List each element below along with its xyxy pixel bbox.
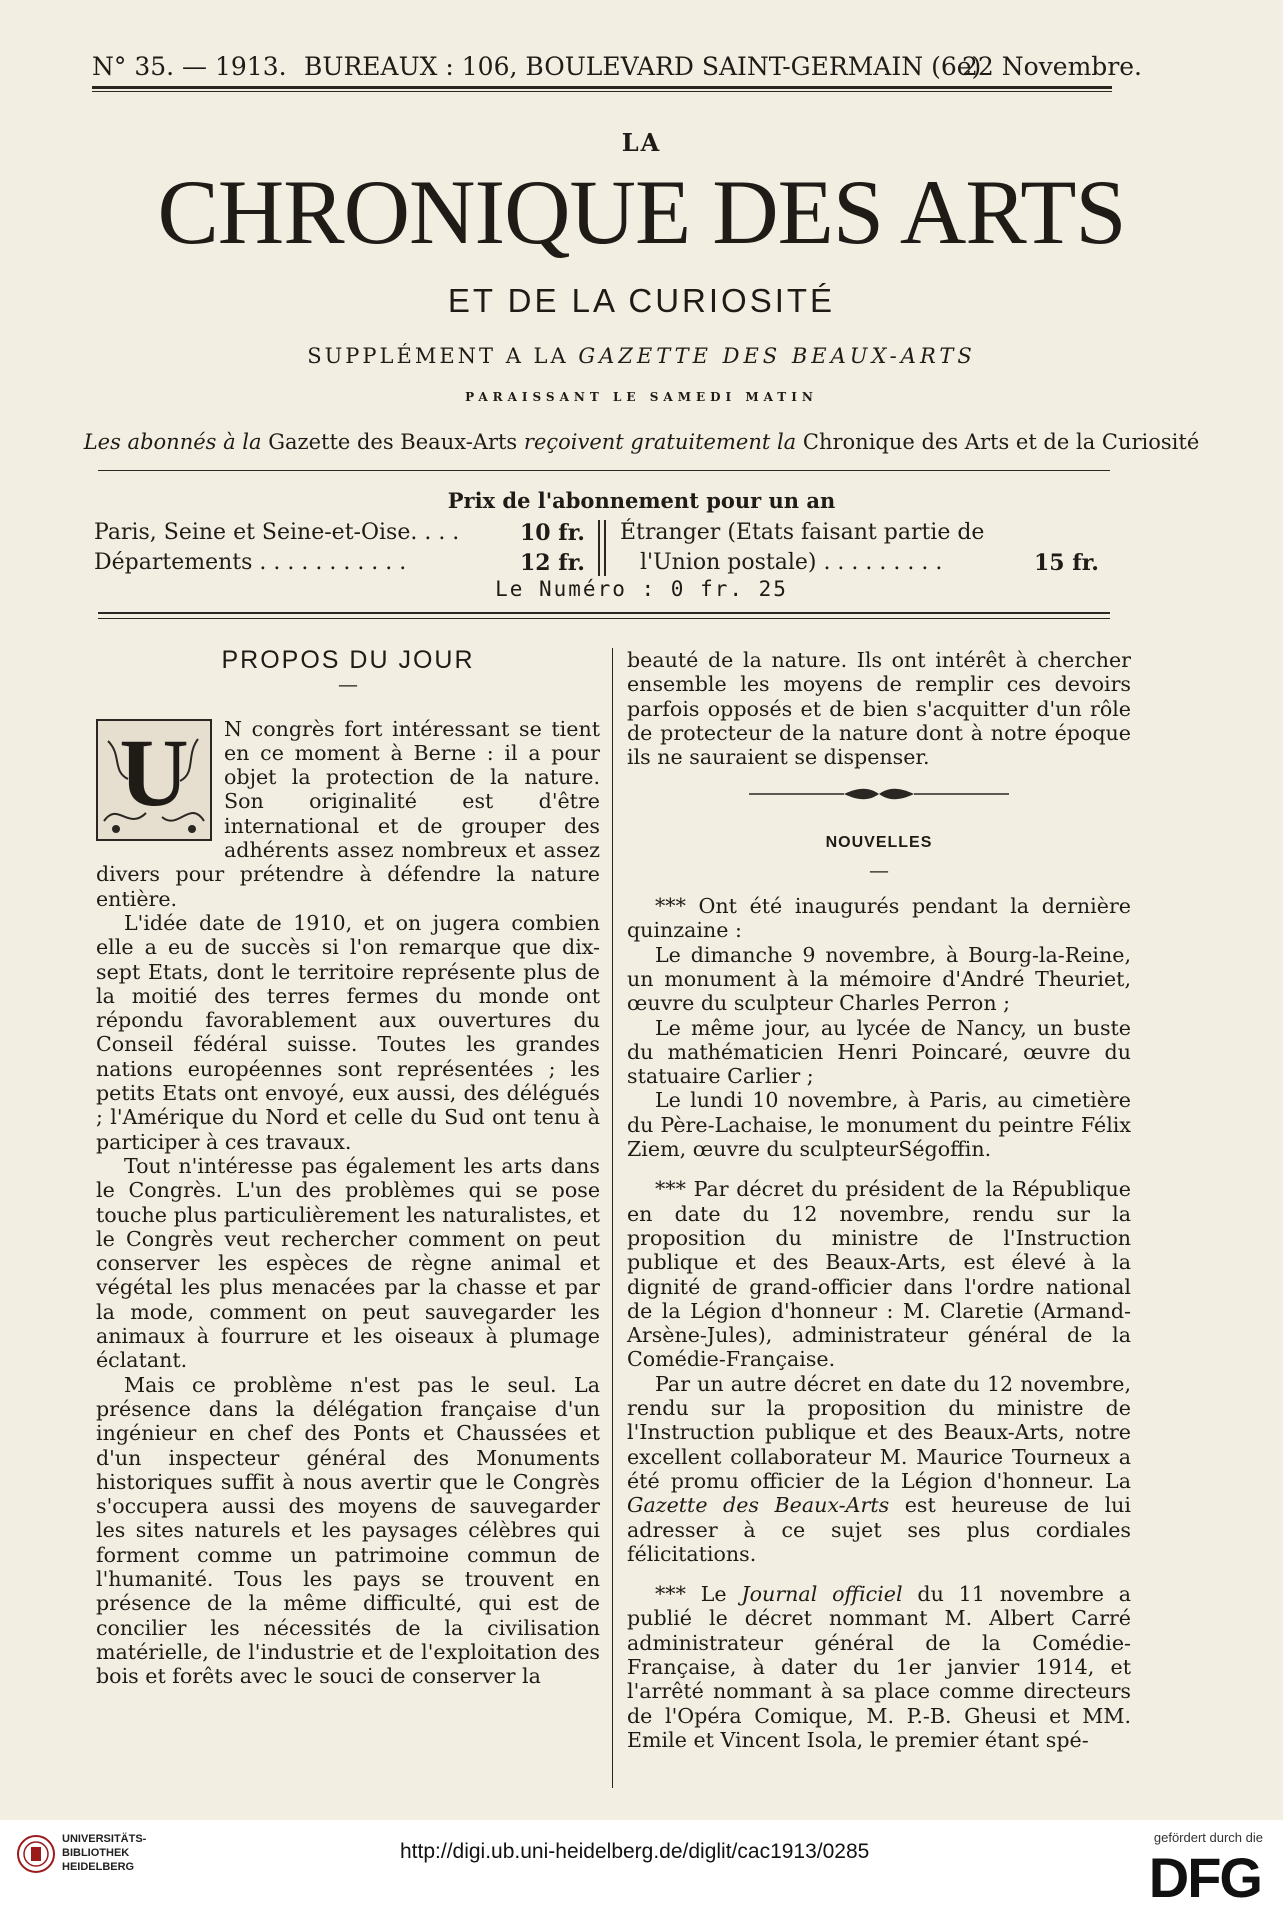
masthead-la: LA	[621, 128, 662, 157]
nouvelle-3-journal: Journal officiel	[741, 1582, 903, 1607]
nouvelle-3-b: du 11 novembre a publié le décret nommant M. Albert Carré administrateur général de la Comédie-Française, à dater du 1er janvier 1914, et l'arrêté nommant à sa place comme directeurs de l'Opéra Comique, M. P.-B. Gheusi et MM. Emile et Vincent Isola, le premier étant spé-	[627, 1582, 1132, 1752]
continued-text: beauté de la nature. Ils ont intérêt à chercher ensemble les moyens de remplir ces devoirs parfois opposés et de bien s'acquitter d'un rôle de protecteur de la nature dont à notre époque ils ne sauraient se dispenser.	[627, 648, 1131, 770]
rule-below-prices-thin	[98, 618, 1110, 619]
ornament-icon	[739, 783, 1019, 805]
issue-number: N° 35. — 1913.	[92, 52, 287, 81]
dropcap-letter: U	[119, 718, 189, 826]
nouvelle-2b-a: Par un autre décret en date du 12 novembre, rendu sur la proposition du ministre de l'Instruction publique et des Beaux-Arts, notre excellent collaborateur M. Maurice Tourneux a été promu officier de la Légion d'honneur. La	[627, 1371, 1131, 1493]
nouvelle-1c: Le lundi 10 novembre, à Paris, au cimetière du Père-Lachaise, le monument du peintre Félix Ziem, œuvre du sculpteurSégoffin.	[627, 1088, 1131, 1162]
nouvelle-1: *** Ont été inaugurés pendant la dernière quinzaine :	[627, 894, 1131, 943]
numero-price: Le Numéro : 0 fr. 25	[495, 577, 788, 601]
dept-price-value: 12 fr.	[520, 550, 585, 576]
paraissant-line: PARAISSANT LE SAMEDI MATIN	[465, 390, 818, 404]
library-line3: HEIDELBERG	[62, 1861, 135, 1873]
dfg-logo: DFG	[1148, 1846, 1261, 1909]
column-divider	[612, 648, 613, 1788]
abonnes-d: Chronique des Arts et de la Curiosité	[802, 430, 1200, 454]
dropcap-ornament	[96, 719, 212, 841]
library-line2: BIBLIOTHEK	[62, 1847, 130, 1859]
header-line	[92, 52, 1143, 82]
rule-below-prices	[98, 612, 1110, 614]
propos-heading: PROPOS DU JOUR	[221, 646, 475, 674]
nouvelle-1b: Le même jour, au lycée de Nancy, un buste du mathématicien Henri Poincaré, œuvre du statuaire Carlier ;	[627, 1015, 1131, 1089]
nouvelle-3-a: *** Le	[655, 1582, 727, 1607]
paris-price	[520, 520, 585, 546]
nouvelles-heading: NOUVELLES	[825, 834, 933, 852]
abonnes-c: reçoivent gratuitement la	[523, 430, 797, 454]
propos-p2: L'idée date de 1910, et on jugera combien elle a eu de succès si l'on remarque que dix-sept Etats, dont le territoire représente plus de la moitié des terres fermes du monde ont répondu favorablement aux ouvertures du Conseil fédéral suisse. Toutes les grandes nations européennes sont représentées ; les petits Etats ont envoyé, eux aussi, des délégués ; l'Amérique du Nord et celle du Sud ont tenu à participer à ces travaux.	[96, 910, 600, 1154]
propos-p1: N congrès fort intéressant se tient en ce moment à Berne : il a pour objet la protection de la nature. Son originalité est d'être international et de grouper des adhérents assez nombreux et assez divers pour prétendre à défendre la nature entière.	[96, 716, 600, 911]
left-column	[96, 648, 600, 1688]
dept-label: Départements . . . . . . . . . . .	[94, 550, 407, 575]
supplement-gazette: GAZETTE DES BEAUX-ARTS	[578, 344, 976, 368]
bureaux-address: BUREAUX : 106, BOULEVARD SAINT-GERMAIN (6e)	[304, 52, 982, 81]
funded-by: gefördert durch die	[1153, 1830, 1263, 1845]
propos-p4: Mais ce problème n'est pas le seul. La présence dans la délégation française d'un ingénieur en chef des Ponts et Chaussées et d'un inspecteur général des Monuments historiques suffit à nous avertir que le Congrès s'occupera aussi des moyens de sauvegarder les sites naturels et les paysages célèbres qui forment comme un patrimoine commun de l'humanité. Tous les pays se trouvent en présence de la même difficulté, qui est de concilier les nécessités de la civilisation matérielle, de l'industrie et de l'exploitation des bois et forêts avec le souci de conserver la	[96, 1372, 600, 1689]
prices-title: Prix de l'abonnement pour un an	[447, 488, 836, 513]
header-rule	[92, 86, 1112, 89]
supplement-line	[0, 344, 1283, 368]
abonnes-a: Les abonnés à la	[83, 430, 262, 454]
masthead-subtitle: ET DE LA CURIOSITÉ	[447, 282, 836, 319]
paris-label: Paris, Seine et Seine-et-Oise. . . .	[94, 520, 460, 545]
rule-above-prices	[98, 470, 1110, 471]
nouvelle-3	[627, 1582, 1131, 1752]
nouvelle-2b-gazette: Gazette des Beaux-Arts	[627, 1493, 890, 1518]
source-url-link[interactable]: http://digi.ub.uni-heidelberg.de/diglit/cac1913/0285	[400, 1840, 870, 1863]
propos-p3: Tout n'intéresse pas également les arts dans le Congrès. L'un des problèmes qui se pose touche plus particulièrement les naturalistes, et le Congrès veut rechercher comment on peut conserver les espèces de règne animal et végétal les plus menacées par la chasse et par la mode, comment on peut sauvegarder les animaux à fourrure et les oiseaux à plumage éclatant.	[96, 1153, 600, 1373]
library-line1: UNIVERSITÄTS-	[62, 1833, 147, 1845]
etranger-line2: l'Union postale) . . . . . . . . .	[640, 550, 943, 575]
etranger-line1: Étranger (Etats faisant partie de	[620, 520, 985, 545]
seal-icon	[16, 1834, 56, 1874]
abonnes-b: Gazette des Beaux-Arts	[268, 430, 518, 454]
dept-price	[520, 550, 585, 576]
abonnes-line	[0, 430, 1283, 454]
price-divider-a	[598, 520, 600, 576]
supplement-prefix: SUPPLÉMENT A LA	[307, 344, 569, 368]
issue-date: 22 Novembre.	[962, 52, 1143, 81]
masthead-title: CHRONIQUE DES ARTS	[157, 161, 1126, 263]
propos-dash: —	[338, 672, 358, 697]
footer-bar	[0, 1820, 1283, 1926]
right-column	[627, 648, 1131, 1752]
header-rule-thin	[92, 91, 1112, 92]
nouvelle-1a: Le dimanche 9 novembre, à Bourg-la-Reine, un monument à la mémoire d'André Theuriet, œuvre du sculpteur Charles Perron ;	[627, 942, 1131, 1016]
nouvelle-2b-b: est heureuse de lui adresser à ce sujet ses plus cordiales félicitations.	[627, 1493, 1132, 1566]
library-name	[62, 1832, 146, 1874]
etranger-price-value: 15 fr.	[1034, 550, 1099, 576]
nouvelle-2b	[627, 1372, 1131, 1566]
nouvelle-2: *** Par décret du président de la République en date du 12 novembre, rendu sur la proposition du ministre de l'Instruction publique et des Beaux-Arts, est élevé à la dignité de grand-officier dans l'ordre national de la Légion d'honneur : M. Claretie (Armand-Arsène-Jules), administrateur général de la Comédie-Française.	[627, 1177, 1131, 1372]
etranger-price	[1034, 550, 1099, 576]
nouvelles-dash: —	[869, 857, 889, 882]
price-divider-b	[604, 520, 606, 576]
paris-price-value: 10 fr.	[520, 520, 585, 546]
